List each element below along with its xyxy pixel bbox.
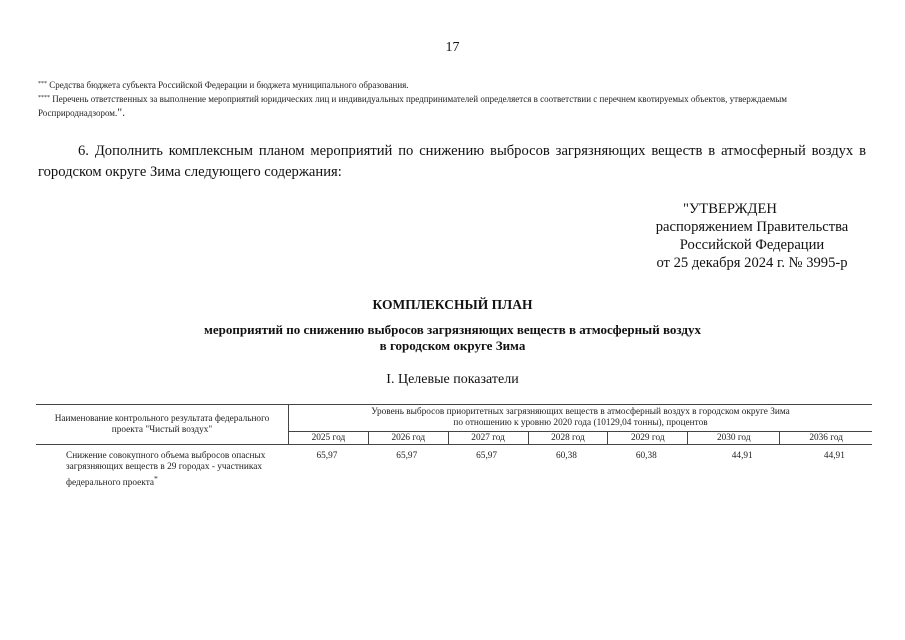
value-2036: 44,91 <box>823 451 845 461</box>
approval-stamp: "УТВЕРЖДЕН <box>683 201 777 217</box>
header-year-2026: 2026 год <box>368 432 448 445</box>
value-2028: 60,38 <box>555 451 577 461</box>
footnote-3 <box>38 78 868 92</box>
approval-block <box>647 200 857 272</box>
header-emission-level-line-1: Уровень выбросов приоритетных загрязняющих веществ в атмосферный воздух в городском округе Зима <box>371 407 790 417</box>
section-heading: I. Целевые показатели <box>386 372 519 387</box>
plan-subtitle-line-2: в городском округе Зима <box>379 338 526 353</box>
value-2027: 65,97 <box>476 451 498 461</box>
footnotes <box>38 78 868 120</box>
header-year-2027: 2027 год <box>448 432 528 445</box>
footnote-3-marker: *** <box>38 81 47 87</box>
approval-line-2: Российской Федерации <box>679 237 825 253</box>
header-emission-level-line-2: по отношению к уровню 2020 года (10129,04 тонны), процентов <box>453 418 708 428</box>
header-year-2029: 2029 год <box>608 432 688 445</box>
header-year-2036: 2036 год <box>780 432 872 445</box>
value-2029: 60,38 <box>635 451 657 461</box>
value-2030: 44,91 <box>731 451 753 461</box>
header-year-2028: 2028 год <box>528 432 608 445</box>
value-2026: 65,97 <box>396 451 418 461</box>
footnote-4 <box>38 92 868 120</box>
page-number: 17 <box>445 40 460 55</box>
plan-subtitle-line-1: мероприятий по снижению выбросов загрязняющих веществ в атмосферный воздух <box>204 322 701 337</box>
plan-subtitle <box>0 322 905 354</box>
plan-title: КОМПЛЕКСНЫЙ ПЛАН <box>372 297 533 312</box>
header-year-2030: 2030 год <box>688 432 780 445</box>
header-result-name: Наименование контрольного результата федерального проекта "Чистый воздух" <box>36 405 289 445</box>
value-2025: 65,97 <box>316 451 338 461</box>
footnote-4-marker: **** <box>38 95 50 101</box>
indicators-table <box>36 404 872 490</box>
row-indicator-marker: * <box>154 474 158 483</box>
approval-line-1: распоряжением Правительства <box>655 219 849 235</box>
target-indicators-table <box>36 404 872 490</box>
footnote-4-text: Перечень ответственных за выполнение мероприятий юридических лиц и индивидуальных предпринимателей определяется в соответствии с перечнем квотируемых объектов, утверждаемым Росприроднадзором. <box>38 94 788 118</box>
row-indicator-name <box>36 445 289 491</box>
approval-line-3: от 25 декабря 2024 г. № 3995-р <box>656 255 848 271</box>
header-emission-level <box>289 405 873 432</box>
amendment-paragraph: 6. Дополнить комплексным планом мероприятий по снижению выбросов загрязняющих веществ в атмосферный воздух в городском округе Зима следующего содержания: <box>38 143 866 180</box>
row-indicator-text: Снижение совокупного объема выбросов опасных загрязняющих веществ в 29 городах - участниках федерального проекта <box>66 451 266 489</box>
header-year-2025: 2025 год <box>289 432 369 445</box>
footnote-4-end: ". <box>117 105 126 119</box>
footnote-3-text: Средства бюджета субъекта Российской Федерации и бюджета муниципального образования. <box>47 80 409 90</box>
table-row <box>36 445 872 491</box>
